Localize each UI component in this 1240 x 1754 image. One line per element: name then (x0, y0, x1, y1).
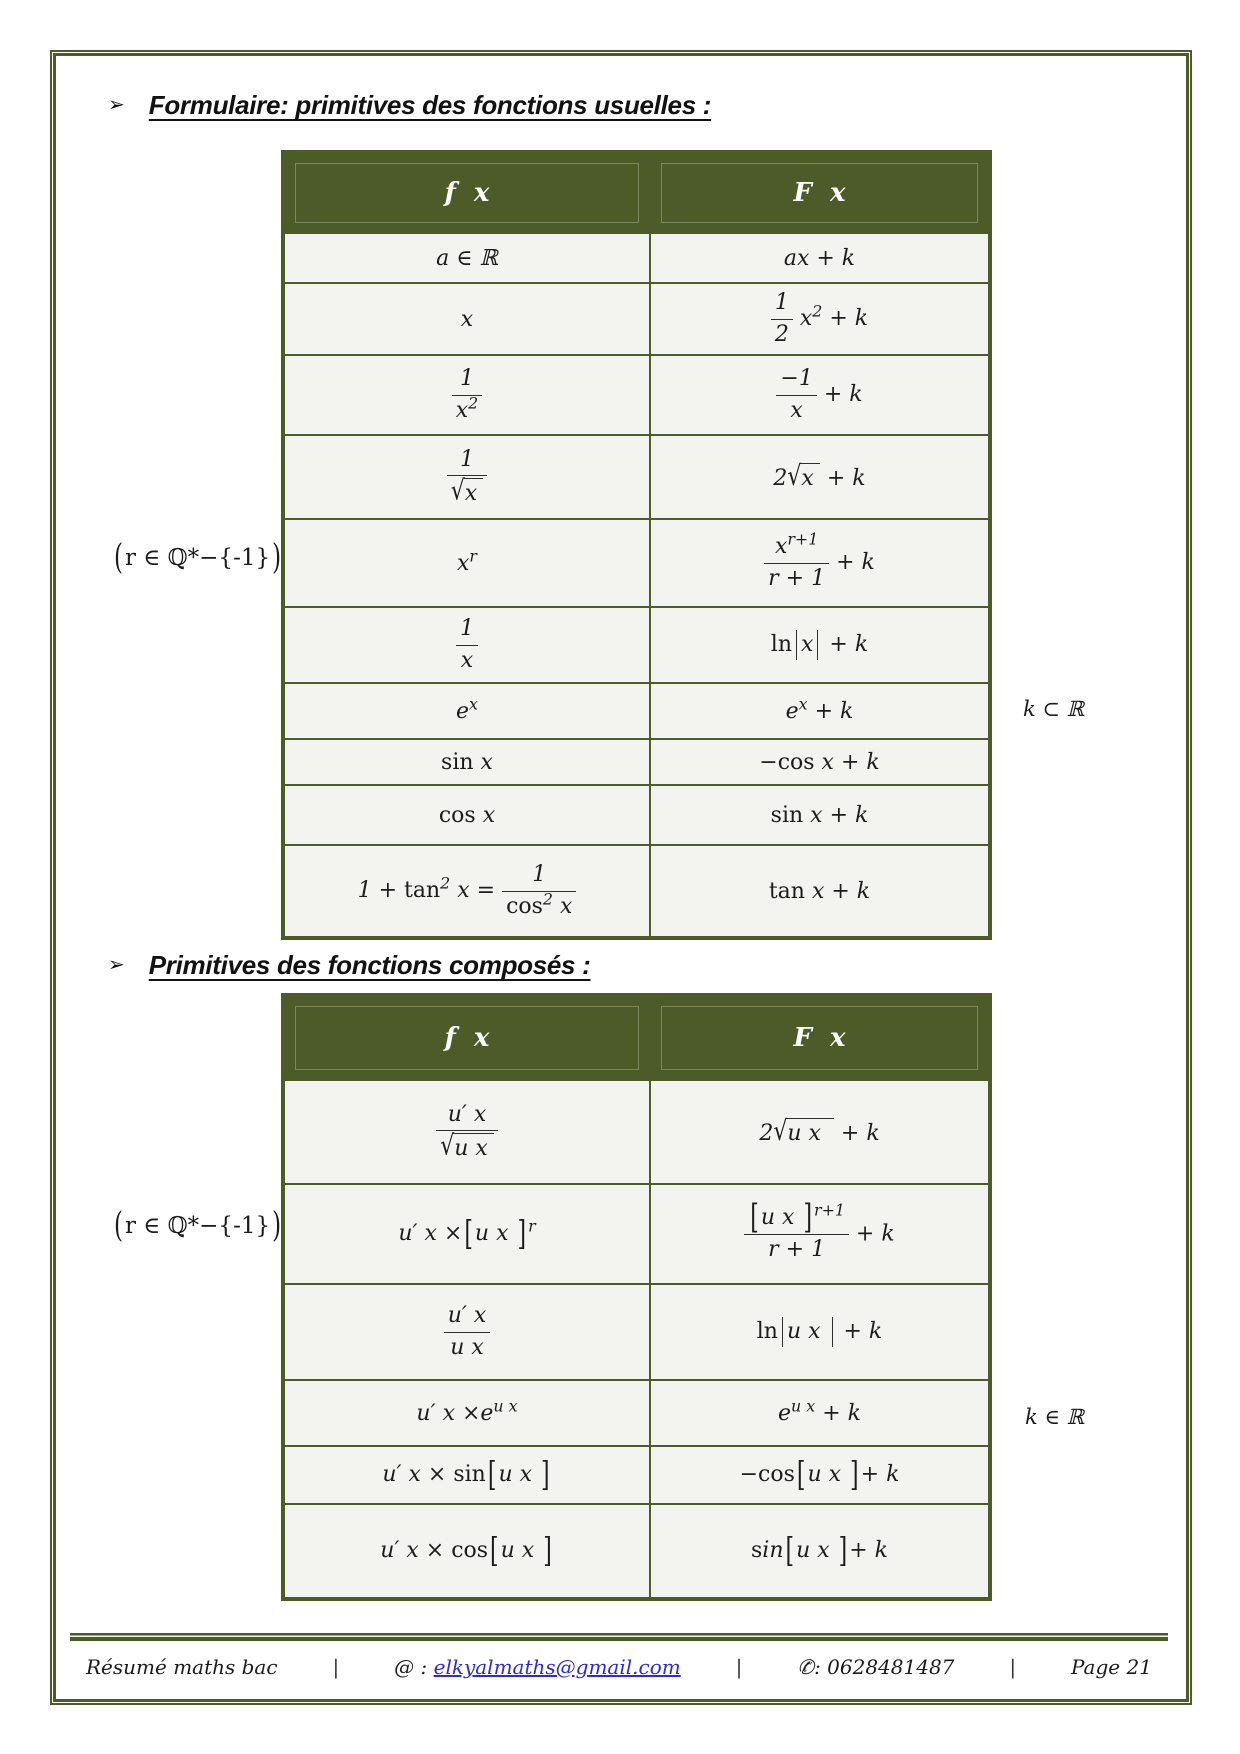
formula-cell: $\frac{x^{r+1}}{r + 1}$ + k (650, 519, 989, 607)
section-heading-2-text: Primitives des fonctions composés : (148, 950, 591, 980)
formula-cell: sin[u x ]+ k (650, 1504, 989, 1598)
table-row (284, 785, 989, 845)
formula-cell: $\frac{1}{x}$ (284, 607, 650, 683)
footer-separator: | (332, 1655, 340, 1679)
column-header-f: f x (284, 153, 650, 233)
arrow-bullet-icon: ➢ (108, 954, 125, 976)
k-domain-annotation: k ∈ ℝ (1025, 1405, 1085, 1429)
footer-phone (797, 1655, 954, 1679)
table-row (284, 233, 989, 283)
email-at-icon: @ : (394, 1655, 434, 1679)
formula-cell: $\frac{-1}{x}$ + k (650, 355, 989, 435)
formula-cell: sin x + k (650, 785, 989, 845)
table-row (284, 683, 989, 739)
formula-cell: u′ x × sin[u x ] (284, 1446, 650, 1504)
formula-cell: 2√u x + k (650, 1080, 989, 1184)
footer (70, 1655, 1168, 1679)
section-heading-2 (108, 950, 591, 980)
formula-cell: $e^x + k$ (650, 683, 989, 739)
formula-cell: $\frac{1}{√x}$ (284, 435, 650, 519)
table-row (284, 519, 989, 607)
footer-page-number: Page 21 (1071, 1655, 1152, 1679)
formula-cell: $e^x$ (284, 683, 650, 739)
primitives-composees-table (281, 993, 992, 1601)
table-row (284, 1080, 989, 1184)
formula-cell: $\frac{u' x}{\text{√u x}}$ (284, 1080, 650, 1184)
table-row (284, 1504, 989, 1598)
formula-cell: u′ x ×[u x ] $^r$ (284, 1184, 650, 1284)
formula-cell: $1 + \tan^2 x$ = $\frac{1}{\cos^2 x}$ (284, 845, 650, 937)
section-heading-1-text: Formulaire: primitives des fonctions usuelles : (148, 90, 712, 120)
formula-cell: ln u x + k (650, 1284, 989, 1380)
table-row (284, 1380, 989, 1446)
phone-number: : 0628481487 (814, 1655, 955, 1679)
column-header-f: f x (284, 996, 650, 1080)
footer-document-title: Résumé maths bac (86, 1655, 278, 1679)
formula-cell: ax + k (650, 233, 989, 283)
email-link[interactable]: elkyalmaths@gmail.com (433, 1655, 681, 1679)
table-row (284, 1184, 989, 1284)
formula-cell: $e^{u x} + k$ (650, 1380, 989, 1446)
formula-cell: −cos x + k (650, 739, 989, 785)
formula-cell: u′ $x \times e^{u x}$ (284, 1380, 650, 1446)
formula-cell: $\frac{u' x}{\text{u x}}$ (284, 1284, 650, 1380)
footer-email (394, 1655, 681, 1679)
footer-divider (70, 1633, 1168, 1641)
table-header-row (284, 996, 989, 1080)
phone-icon: ✆ (797, 1655, 815, 1679)
formula-cell: $\frac{[u x ] ^{r+1}}{r + 1}$ + k (650, 1184, 989, 1284)
footer-separator: | (1009, 1655, 1017, 1679)
footer-separator: | (735, 1655, 743, 1679)
formula-cell: tan x + k (650, 845, 989, 937)
table-row (284, 1446, 989, 1504)
table-row (284, 845, 989, 937)
column-header-F: F x (650, 996, 989, 1080)
column-header-F: F x (650, 153, 989, 233)
table-row (284, 355, 989, 435)
formula-cell: ln x + k (650, 607, 989, 683)
formula-cell: −cos[u x ]+ k (650, 1446, 989, 1504)
formula-cell: u′ x × cos[u x ] (284, 1504, 650, 1598)
table-row (284, 283, 989, 355)
r-domain-annotation: (r ∈ ℚ*−{-1}) (114, 1206, 282, 1246)
formula-cell: a ∈ ℝ (284, 233, 650, 283)
table-row (284, 435, 989, 519)
k-domain-annotation: k ⊂ ℝ (1023, 697, 1085, 721)
table-header-row (284, 153, 989, 233)
table-row (284, 1284, 989, 1380)
r-domain-annotation: (r ∈ ℚ*−{-1}) (114, 538, 282, 578)
formula-cell: $\frac{1}{2}$ $x^2 + k$ (650, 283, 989, 355)
formula-cell: $\frac{1}{x^2}$ (284, 355, 650, 435)
arrow-bullet-icon: ➢ (108, 94, 125, 116)
formula-cell: x (284, 283, 650, 355)
formula-cell: sin x (284, 739, 650, 785)
formula-cell: cos x (284, 785, 650, 845)
table-row (284, 607, 989, 683)
section-heading-1 (108, 90, 711, 120)
primitives-usuelles-table (281, 150, 992, 940)
table-row (284, 739, 989, 785)
formula-cell: 2√x + k (650, 435, 989, 519)
formula-cell: $x^r$ (284, 519, 650, 607)
